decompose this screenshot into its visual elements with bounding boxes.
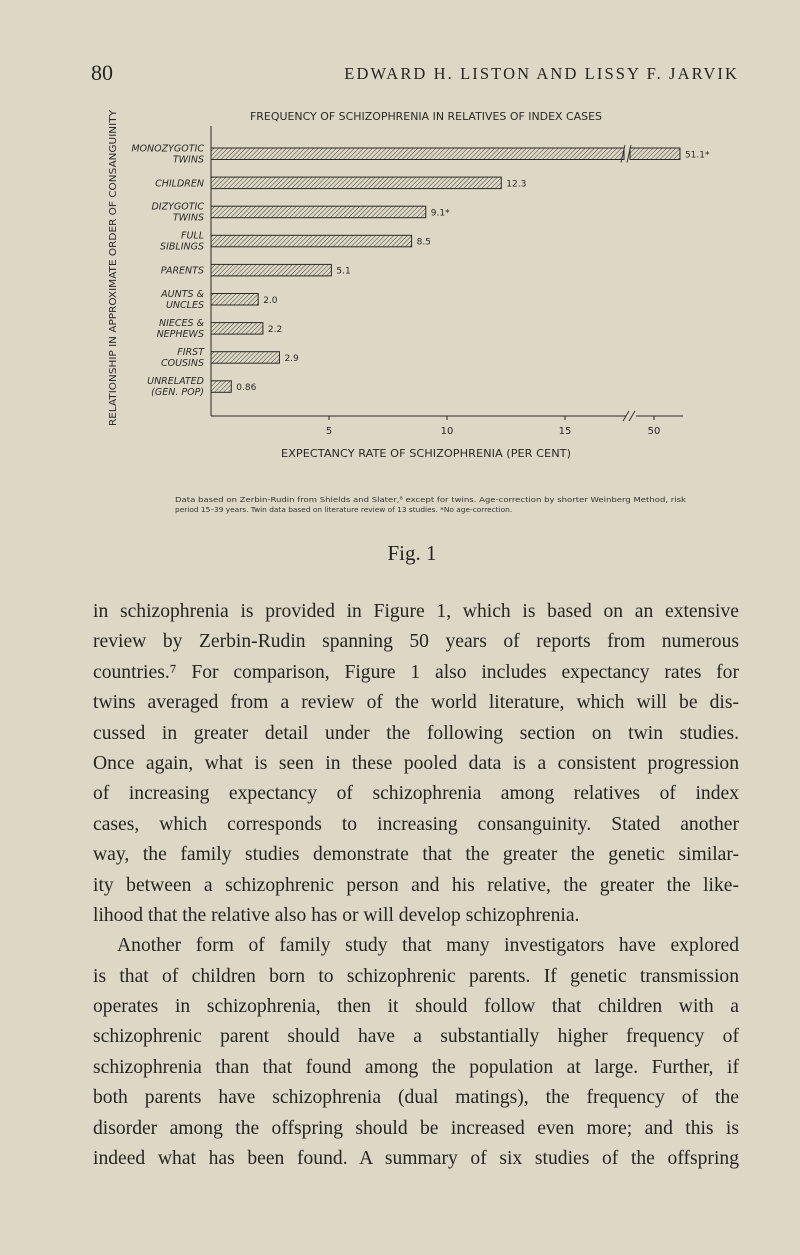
chart-axes — [211, 126, 683, 437]
category-label: PARENTS — [160, 265, 204, 277]
bar-value-label: 2.9 — [284, 353, 299, 364]
bar — [211, 381, 231, 393]
category-label: FULL — [180, 230, 204, 242]
body-line: ity between a schizophrenic person and his relative, the greater the like- — [93, 874, 739, 896]
body-line: way, the family studies demonstrate that the greater the genetic similar- — [93, 844, 739, 866]
bar — [211, 294, 258, 306]
bar-value-label: 5.1 — [336, 266, 351, 277]
chart-bars — [131, 143, 710, 398]
category-label: TWINS — [172, 212, 204, 224]
category-label: MONOZYGOTIC — [131, 143, 204, 155]
body-line: both parents have schizophrenia (dual matings), the frequency of the — [93, 1087, 739, 1109]
bar-value-label: 8.5 — [416, 237, 431, 248]
body-line: in schizophrenia is provided in Figure 1, which is based on an extensive — [93, 601, 739, 622]
body-line: schizophrenic parent should have a substantially higher frequency of — [93, 1026, 739, 1048]
body-line: operates in schizophrenia, then it should follow that children with a — [93, 996, 739, 1018]
y-axis-label: RELATIONSHIP IN APPROXIMATE ORDER OF CONSANGUINITY — [108, 124, 119, 426]
x-axis-label: EXPECTANCY RATE OF SCHIZOPHRENIA (PER CENT) — [281, 448, 571, 460]
bar-value-label: 2.2 — [267, 324, 283, 335]
category-label: (GEN. POP) — [151, 387, 204, 399]
body-line: of increasing expectancy of schizophrenia among relatives of index — [93, 783, 739, 805]
bar-value-label: 12.3 — [506, 179, 527, 190]
bar — [211, 264, 331, 276]
body-line: review by Zerbin-Rudin spanning 50 years of reports from numerous — [93, 631, 739, 653]
body-line: Once again, what is seen in these pooled data is a consistent progression — [93, 752, 739, 774]
category-label: DIZYGOTIC — [151, 201, 204, 213]
bar-value-label: 51.1* — [684, 150, 710, 161]
figure-caption: Fig. 1 — [387, 541, 437, 565]
body-line: disorder among the offspring should be increased even more; and this is — [93, 1117, 739, 1139]
bar — [211, 323, 263, 335]
axis-break-mark — [629, 411, 635, 421]
category-label: COUSINS — [160, 357, 204, 369]
chart-note-line: period 15–39 years. Twin data based on literature review of 13 studies. *No age-correction. — [175, 505, 513, 514]
running-head: EDWARD H. LISTON AND LISSY F. JARVIK — [344, 64, 739, 83]
chart-note-line: Data based on Zerbin-Rudin from Shields and Slater,⁸ except for twins. Age-correction by shorter Weinberg Method, risk — [175, 495, 687, 504]
category-label: UNCLES — [165, 299, 204, 311]
x-tick-label: 15 — [558, 426, 572, 437]
category-label: SIBLINGS — [160, 241, 204, 253]
category-label: TWINS — [172, 154, 204, 166]
bar-value-label: 2.0 — [263, 295, 278, 306]
bar — [211, 177, 501, 189]
category-label: UNRELATED — [147, 376, 204, 388]
bar — [211, 235, 412, 247]
category-label: CHILDREN — [155, 178, 204, 190]
body-line: cussed in greater detail under the following section on twin studies. — [93, 722, 739, 744]
body-line: twins averaged from a review of the world literature, which will be dis- — [93, 692, 739, 714]
category-label: FIRST — [177, 346, 204, 358]
body-text — [93, 597, 739, 1174]
body-line: countries.⁷ For comparison, Figure 1 also includes expectancy rates for — [93, 661, 739, 683]
chart-title: FREQUENCY OF SCHIZOPHRENIA IN RELATIVES OF INDEX CASES — [250, 110, 603, 123]
body-line: is that of children born to schizophrenic parents. If genetic transmission — [93, 965, 739, 987]
category-label: NIECES & — [158, 317, 204, 329]
bar-value-label: 0.86 — [236, 383, 257, 394]
x-tick-label: 5 — [325, 426, 333, 437]
body-line: lihood that the relative also has or will develop schizophrenia. — [93, 904, 580, 926]
bar — [211, 206, 426, 218]
chart-note — [175, 495, 687, 514]
body-line: cases, which corresponds to increasing consanguinity. Stated another — [93, 813, 739, 835]
body-line: schizophrenia than that found among the population at large. Further, if — [93, 1056, 739, 1078]
category-label: AUNTS & — [161, 288, 204, 300]
body-line: indeed what has been found. A summary of six studies of the offspring — [93, 1148, 739, 1170]
page-number: 80 — [91, 60, 113, 85]
bar-value-label: 9.1* — [430, 208, 450, 219]
x-tick-label: 50 — [647, 426, 661, 437]
bar — [630, 148, 680, 160]
body-line: Another form of family study that many investigators have explored — [117, 935, 739, 957]
bar — [211, 148, 624, 160]
x-tick-label: 10 — [440, 426, 454, 437]
figure-1-chart — [0, 0, 800, 530]
category-label: NEPHEWS — [156, 328, 204, 340]
bar — [211, 352, 279, 364]
